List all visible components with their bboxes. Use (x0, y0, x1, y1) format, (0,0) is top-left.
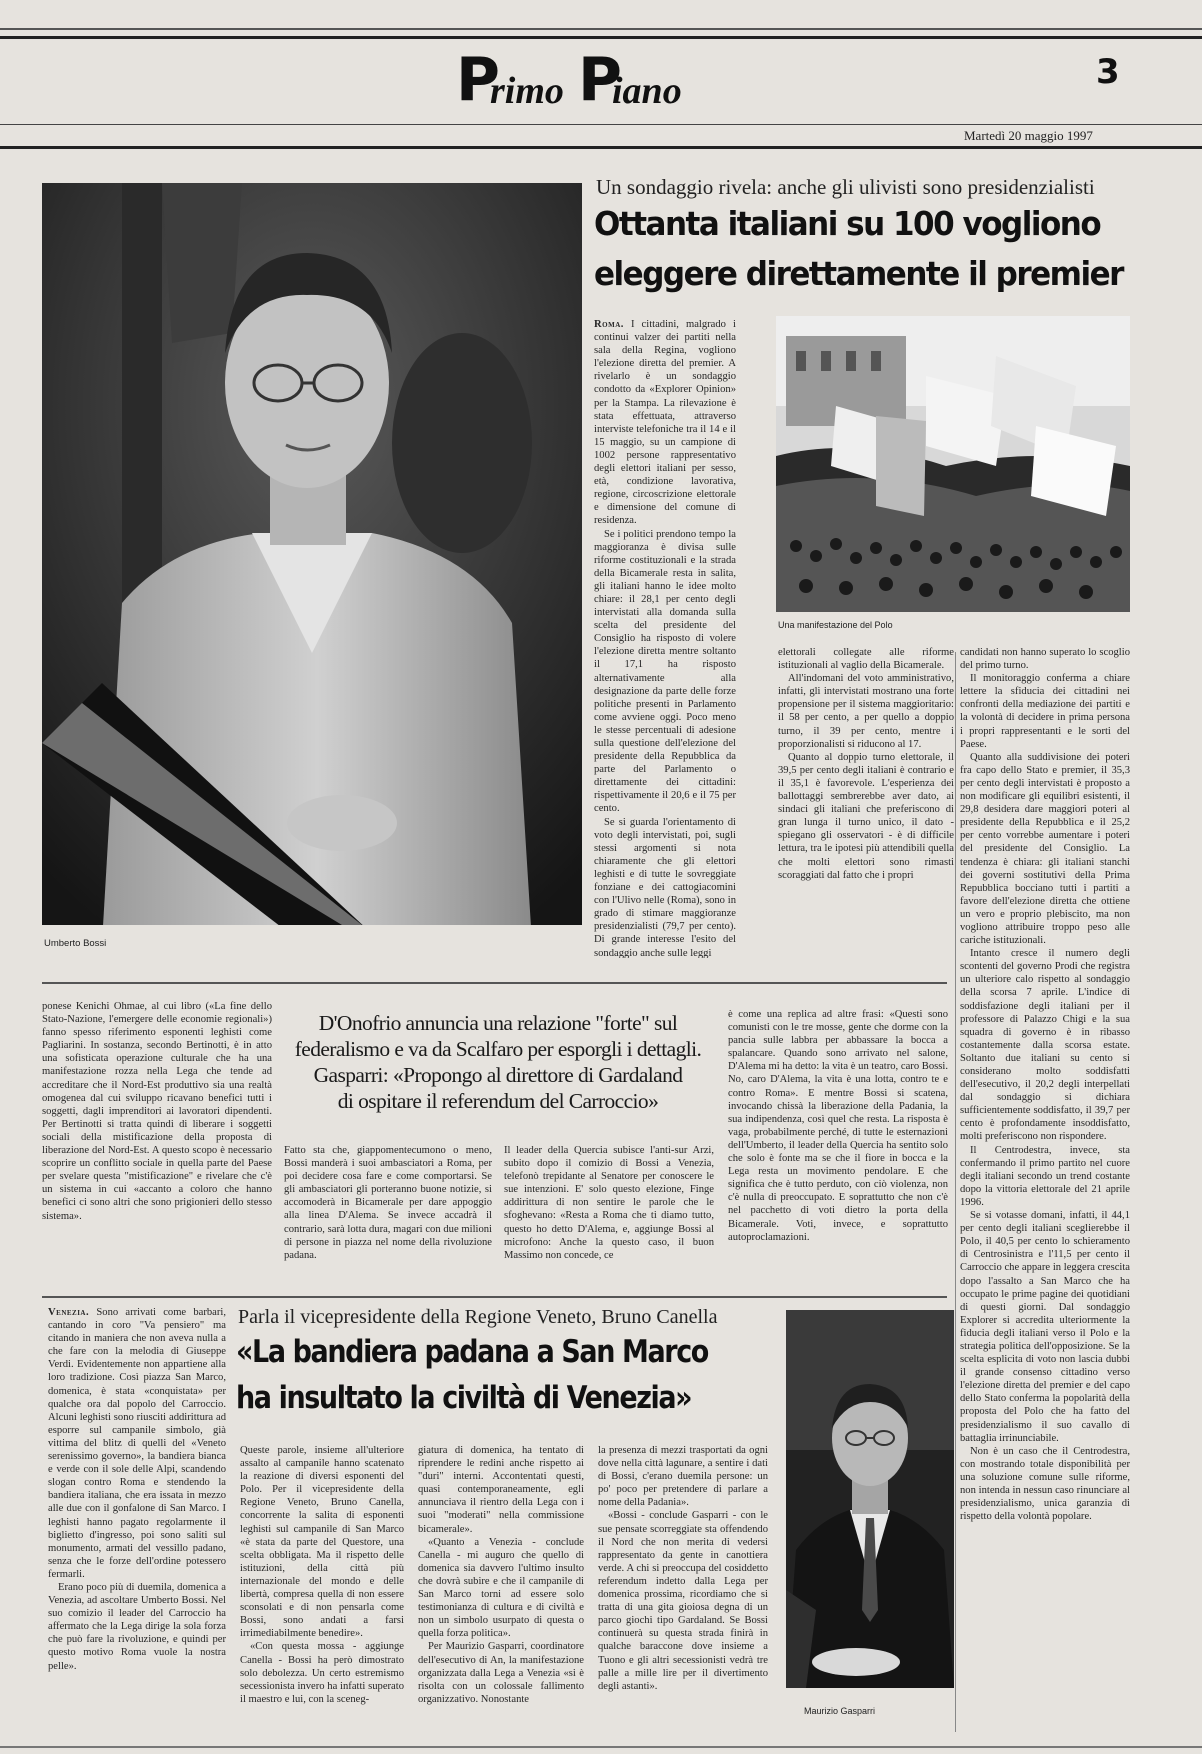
lead-article-col-1-p3: Se si guarda l'orientamento di voto degli intervistati, poi, sugli stessi argomenti si nota chiaramente che gli elettori leghisti e di tutte le sovreggiate fonziane e dei cattogiacomini con l'Ulivo nelle (Roma), sono in grado di stimare maggioranze presidenzialisti (79,7 per cento). Di grande interesse l'esito del sondaggio anche sulle leggi (594, 816, 736, 958)
photo-umberto-bossi (42, 183, 582, 925)
bottom-article-col-2-p2: «Quanto a Venezia - conclude Canella - mi auguro che quello di domenica sia davvero l'ultimo insulto che dovrà subire e che il campanile di San Marco torni ad essere solo testimonianza di cultura e di civiltà e non un simbolo usurpato di questa o quella forza politica». (418, 1536, 584, 1640)
mid-article-col-1 (284, 1144, 492, 1284)
lead-article-col-1 (594, 318, 736, 958)
bottom-headline-line-1: «La bandiera padana a San Marco (236, 1334, 708, 1370)
lead-article-col-3-p5: Il Centrodestra, invece, sta confermando il primo partito nel cuore degli italiani secondo un trend costante dopo la vittoria elettorale del 21 aprile 1996. (960, 1144, 1130, 1208)
lead-article-col-2-p1: elettorali collegate alle riforme istituzionali al vaglio della Bicamerale. (778, 647, 954, 672)
bottom-article-col-1 (240, 1444, 404, 1734)
mid-article-col-2-p1: Il leader della Quercia subisce l'anti-sur Arzi, subito dopo il comizio di Bossi a Venezia, telefonò trepidante al Senatore per conoscere le sue intenzioni. E' solo questo elezione, Finge addirittura di non sentire le parole che le sfoghevano: «Resta a Roma che ti diamo tutto, questo ho detto D'Alema, e, aggiunge Bossi al microfono: Anche la questo caso, il buon Massimo non concede, ce (504, 1145, 714, 1261)
bottom-article-col-2-p1: giatura di domenica, ha tentato di riprendere le redini anche rispetto ai "duri" interni. Accontentati questi, quasi contemporaneamente, egli annunciava il rientro della Lega con i suoi "moderati" nella commissione bicamerale». (418, 1445, 584, 1535)
lead-article-col-3-p6: Se si votasse domani, infatti, il 44,1 per cento degli italiani sceglierebbe il Polo, il 40,5 per cento lo schieramento di Centrosinistra e l'11,5 per cento il Carroccio che appare in leggera crescita dopo l'assalto a San Marco che ha occupato le prime pagine dei quotidiani di questi giorni. Dal sondaggio Explorer si accredita ulteriormente la fiducia degli italiani verso il Polo e la strategia politica dell'opposizione. Se la scelta esplicita di voto non lascia dubbi il grande consenso cittadino verso l'elezione diretta del premier e del capo dello Stato conferma la popolarità della proposta del Polo che ha fatto del presidenzialismo il suo cavallo di battaglia irrinunciabile. (960, 1210, 1130, 1444)
mid-headline-line-3: Gasparri: «Propongo al direttore di Gardaland (313, 1063, 683, 1087)
mid-headline-line-1: D'Onofrio annuncia una relazione "forte" sul (318, 1011, 678, 1035)
lead-article-col-2 (778, 646, 954, 958)
section-title-initial-1: P (456, 45, 500, 115)
bottom-kicker: Parla il vicepresidente della Regione Veneto, Bruno Canella (238, 1306, 718, 1328)
masthead-rule-bottom (0, 146, 1202, 149)
photo-umberto-bossi-caption: Umberto Bossi (44, 938, 107, 949)
photo-crowd-polo-caption: Una manifestazione del Polo (778, 620, 893, 630)
photo-maurizio-gasparri (786, 1310, 954, 1688)
lead-article-col-3-p3: Quanto alla suddivisione dei poteri fra capo dello Stato e premier, il 35,3 per cento degli intervistati è proposto a non modificare gli equilibri esistenti, il 29,8 desidera dare maggiori poteri al presidente della Repubblica e il 25,2 per cento vorrebbe aumentare i poteri del presidente del Consiglio. La tendenza è chiara: gli italiani stanchi dei governi sostitutivi della Prima Repubblica bocciano tutti i partiti a favore dell'elezione diretta che ottiene un vero e proprio plebiscito, ma non vogliono attribuire troppo peso alle cariche istituzionali. (960, 751, 1130, 947)
mid-article-col-3-p1: è come una replica ad altre frasi: «Questi sono comunisti con le tre mosse, gente che dorme con la pancia sulle labbra per abbassare la bocca a spalancare. Quando sono arrivato nel salone, D'Alema mi ha detto: la vita è un teatro, caro Bossi. No, caro D'Alema, la vita è una lotta, contro te e contro Roma». E mentre Bossi si scatena, invocando chissà la liberazione della Padania, la sua indipendenza, così quel che resta. La risposta è vaga, probabilmente perché, di tutte le esternazioni dell'Umberto, il leader della Quercia ha sentito solo che solo è fonte ma se che il fiore in bocca e la Lega resta un movimento pendolare. E che significa che è tutto perduto, con ciò violenza, non c'è nulla di preoccupato. E soprattutto che non c'è nel pacchetto di voti dietro la porta della Bicamerale. Voti, invece, e soprattutto autoproclamazioni. (728, 1009, 948, 1243)
bottom-article-left-col (48, 1306, 226, 1736)
bottom-article-left-p2: Erano poco più di duemila, domenica a Venezia, ad ascoltare Umberto Bossi. Nel suo comizio il leader del Carroccio ha affermato che la Lega dirige la sola forza che può fare la rivoluzione, e quindi per questo motivo Roma vuole la nostra pelle». (48, 1581, 226, 1672)
bottom-dateline: Venezia. (48, 1307, 90, 1318)
lead-article-col-1-p2: Se i politici prendono tempo la maggioranza è divisa sulle riforme costituzionali e la strada della Bicamerale resta in salita, gli italiani hanno le idee molto chiare: il 28,1 per cento degli intervistati alla domanda sulla scelta del presidente del Consiglio ha risposto di volere l'elezione diretta mentre soltanto il 17,1 ha risposto alternativamente alla designazione da parte delle forze politiche presenti in Parlamento come avviene oggi. Poco meno le stesse percentuali di adesione sulla questione dell'elezione del presidente della Repubblica da parte del Parlamento o direttamente dei cittadini: rispettivamente il 20,6 e il 75 per cento. (594, 528, 736, 815)
col-separator-lead (955, 652, 956, 1732)
mid-article-left-p1: ponese Kenichi Ohmae, al cui libro («La fine dello Stato-Nazione, l'emergere delle economie regionali») fanno spesso riferimento esponenti leghisti come Pagliarini. In sostanza, secondo Bertinotti, è in atto una sofisticata operazione culturale che ha una manifestazione rozza nella Lega che tende ad accreditare che il Nord-Est produttivo sia una realtà omogenea dal cui sviluppo ricavano benefici tutti i soggetti, dagli imprenditori ai lavoratori dipendenti. Per Bertinotti si tratta quindi di liberare i soggetti sociali della mistificazione della proposta di liberazione del Nord-Est. A questo scopo è necessario scoprire un conflitto sociale in quella parte del Paese per svelare questa "mistificazione" e rivelare che c'è un sistema in cui «accanto a coloro che hanno benefici ci sono altri che sono prigionieri dello stesso sistema». (42, 1001, 272, 1222)
section-divider-bottom (42, 1296, 947, 1298)
top-frame-rule (0, 28, 1202, 30)
lead-article-col-1-p1 (594, 318, 736, 528)
photo-maurizio-gasparri-image (786, 1310, 954, 1688)
bottom-headline-line-2: ha insultato la civiltà di Venezia» (236, 1380, 692, 1416)
lead-article-col-2-p3: Quanto al doppio turno elettorale, il 39,5 per cento degli italiani è contrario e il 35,1 è favorevole. L'esperienza dei ballottaggi sembrerebbe aver dato, ai sindaci gli italiani che preferiscono di gran lunga il turno unico, il dato - spiegano gli osservatori - è di difficile lettura, tra le ipotesi più attendibili quella che molti elettori sono rimasti scoraggiati dal fatto che i propri (778, 751, 954, 881)
masthead-rule-top (0, 36, 1202, 39)
section-title-initial-2: P (578, 45, 622, 115)
section-divider-mid (42, 982, 947, 984)
masthead-rule-mid (0, 124, 1202, 125)
photo-crowd-polo-image (776, 316, 1130, 612)
bottom-article-col-3-p1: la presenza di mezzi trasportati da ogni dove nella città lagunare, a sentire i dati di Bossi, c'erano duemila persone: un po' poco per pretendere di parlare a nome della Padania». (598, 1445, 768, 1509)
photo-crowd-polo (776, 316, 1130, 612)
section-title-word-1: rimo (490, 70, 564, 112)
mid-headline-line-4: di ospitare il referendum del Carroccio» (337, 1089, 659, 1113)
page-number: 3 (1096, 52, 1120, 92)
bottom-article-left-p1-text: Sono arrivati come barbari, cantando in coro "Va pensiero" ma citando in maniera che non aveva nulla a che fare con la melodia di Giuseppe Verdi. Evidentemente non appartiene alla loro tradizione. Così piazza San Marco, domenica, è stata «conquistata» per qualche ora dal popolo del Carroccio. Alcuni leghisti sono riusciti addirittura ad esporre sul campanile simbolo, già vittima del blitz di quelli del «Veneto serenissimo governo», la bandiera bianca e verde con il sole delle Alpi, scandendo slogan contro Roma e stendendo la bandiera italiana, che era issata in mezzo alle due con il gonfalone di San Marco. I leghisti hanno pagato regolarmente il biglietto d'ingresso, poi sono saliti sul monumento, armati del vessillo padano, senza che le forze dell'ordine potessero fermarli. (48, 1307, 226, 1580)
mid-headline-box (282, 1010, 714, 1130)
mid-headline-line-2: federalismo e va da Scalfaro per esporgli i dettagli. (294, 1037, 702, 1061)
lead-article-col-3-p1: candidati non hanno superato lo scoglio del primo turno. (960, 647, 1130, 672)
bottom-article-col-1-p1: Queste parole, insieme all'ulteriore assalto al campanile hanno scatenato la reazione di diversi esponenti del Polo. Per il vicepresidente della Regione Veneto, Bruno Canella, concorrente la salita di esponenti leghisti sul campanile di San Marco «è stata da parte del Questore, una scelta obbligata. Ma il rispetto delle istituzioni, della città più internazionale del mondo e delle libertà, compresa quella di non essere sconsolati e di non pensarla come Bossi, sono andati a farsi irrimediabilmente benedire». (240, 1445, 404, 1640)
bottom-article-col-2 (418, 1444, 584, 1734)
page-date: Martedì 20 maggio 1997 (964, 128, 1093, 143)
bottom-article-col-2-p3: Per Maurizio Gasparri, coordinatore dell'esecutivo di An, la manifestazione organizzata dalla Lega a Venezia «si è risolta con un colossale fallimento organizzativo. Nonostante (418, 1641, 584, 1705)
lead-dateline: Roma. (594, 319, 624, 330)
bottom-frame-rule (0, 1746, 1202, 1748)
photo-umberto-bossi-image (42, 183, 582, 925)
mid-article-left-col (42, 1000, 272, 1282)
lead-article-col-1-p1-text: I cittadini, malgrado i continui valzer dei partiti nella sala della Regina, vogliono l'elezione diretta del premier. A rivelarlo è un sondaggio condotto da «Explorer Opinion» per la Stampa. La rilevazione è stata effettuata, attraverso interviste telefoniche tra il 14 e il 15 maggio, su un campione di 1002 persone rappresentativo degli elettori italiani per sesso, età, condizione lavorativa, regione, circoscrizione elettorale e dimensione del comune di residenza. (594, 319, 736, 527)
section-title-word-2: iano (612, 70, 682, 112)
mid-article-col-3 (728, 1008, 948, 1284)
lead-article-col-3-p2: Il monitoraggio conferma a chiare lettere la sfiducia dei cittadini nei confronti della mediazione dei partiti e la volontà di decidere in prima persona i propri rappresentanti e le sorti del Paese. (960, 673, 1130, 750)
lead-article-col-2-p2: All'indomani del voto amministrativo, infatti, gli intervistati mostrano una forte propensione per il sistema maggioritario: il 58 per cento, a per quello a doppio turno, il 39 per cento, mentre i proporzionalisti si riducono al 17. (778, 673, 954, 750)
lead-article-col-3-p4: Intanto cresce il numero degli scontenti del governo Prodi che registra un ulteriore calo rispetto al sondaggio della scorsa 7 aprile. L'indice di soddisfazione degli italiani per il professore di Palazzo Chigi e la sua squadra di governo è in ribasso costantemente dalla scorsa estate. Soltanto due italiani su cento si considerano molto soddisfatti dell'esecutivo, il 20,2 degli interpellati dal sondaggio si dichiara sufficientemente soddisfatto, il 39,7 per cento è profondamente insoddisfatto, molti preferiscono non rispondere. (960, 948, 1130, 1143)
bottom-article-col-3-p2: «Bossi - conclude Gasparri - con le sue pensate scorreggiate sta offendendo il Nord che non merita di vedersi rappresentato da gente in canottiera verde. A chi si preoccupa del cosiddetto referendum indetto dalla Lega per domenica prossima, ricordiamo che si tratta di una gita gioiosa degna di un parco giochi tipo Gardaland. Se Bossi continuerà su questa strada finirà in qualche baraccone dove insieme a Tuono e gli altri secessionisti vedrà tre palle a mille lire per il divertimento degli astanti». (598, 1510, 768, 1692)
lead-headline-line-2: eleggere direttamente il premier (594, 254, 1123, 293)
lead-kicker: Un sondaggio rivela: anche gli ulivisti sono presidenzialisti (596, 175, 1095, 199)
lead-headline-line-1: Ottanta italiani su 100 vogliono (594, 204, 1101, 243)
bottom-article-col-3 (598, 1444, 768, 1734)
mid-article-col-1-p1: Fatto sta che, giappomentecumono o meno, Bossi manderà i suoi ambasciatori a Roma, per poi decidere cosa fare e come comportarsi. Se gli ambasciatori gli porteranno buone notizie, si accomoderà in Bicamerale per dare appoggio alla linea D'Alema. Se invece accadrà il contrario, sarà lotta dura, magari con due milioni di persone in piazza nel nome della rivoluzione padana. (284, 1145, 492, 1261)
lead-article-col-3 (960, 646, 1130, 1732)
section-title (456, 42, 776, 122)
bottom-article-left-p1 (48, 1306, 226, 1581)
bottom-article-col-1-p2: «Con questa mossa - aggiunge Canella - Bossi ha però dimostrato solo debolezza. Un certo estremismo secessionista invero ha infatti superato il maestro e lui, con la sceneg- (240, 1641, 404, 1705)
lead-article-col-3-p7: Non è un caso che il Centrodestra, con mostrando totale disponibilità per una soluzione comune sulle riforme, non intenda in nessun caso rinunciare al presidenzialismo, unica garanzia di rispetto della volontà popolare. (960, 1445, 1130, 1523)
mid-article-col-2 (504, 1144, 714, 1284)
photo-maurizio-gasparri-caption: Maurizio Gasparri (804, 1706, 876, 1716)
